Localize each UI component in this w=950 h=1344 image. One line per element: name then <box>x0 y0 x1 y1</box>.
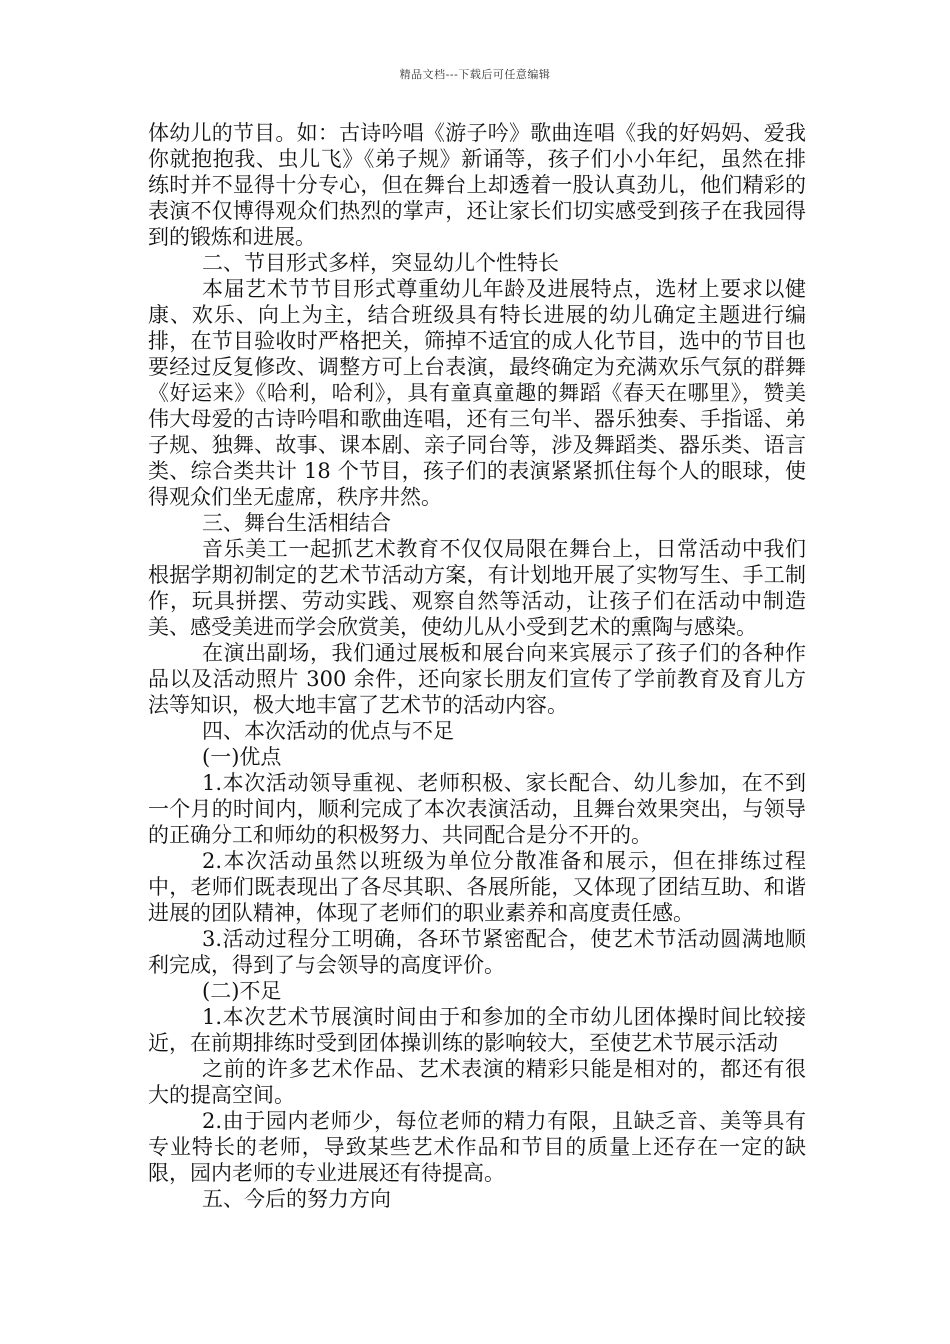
paragraph: 在演出副场，我们通过展板和展台向来宾展示了孩子们的各种作品以及活动照片 300 余件，还向家长朋友们宣传了学前教育及育儿方法等知识，极大地丰富了艺术节的活动内容。 <box>148 641 806 717</box>
paragraph: 之前的许多艺术作品、艺术表演的精彩只能是相对的，都还有很大的提高空间。 <box>148 1057 806 1107</box>
section-heading: 二、节目形式多样，突显幼儿个性特长 <box>202 251 559 275</box>
list-item: 3.活动过程分工明确，各环节紧密配合，使艺术节活动圆满地顺利完成，得到了与会领导的高度评价。 <box>148 927 806 977</box>
section-heading: 四、本次活动的优点与不足 <box>202 719 454 743</box>
subsection-heading: (一)优点 <box>202 745 282 769</box>
list-item: 2.由于园内老师少，每位老师的精力有限，且缺乏音、美等具有专业特长的老师，导致某些艺术作品和节目的质量上还存在一定的缺限，园内老师的专业进展还有待提高。 <box>148 1109 806 1185</box>
document-body <box>148 120 806 1212</box>
list-item: 1.本次艺术节展演时间由于和参加的全市幼儿团体操时间比较接近，在前期排练时受到团体操训练的影响较大，至使艺术节展示活动 <box>148 1005 806 1055</box>
list-item: 2.本次活动虽然以班级为单位分散准备和展示，但在排练过程中，老师们既表现出了各尽其职、各展所能，又体现了团结互助、和谐进展的团队精神，体现了老师们的职业素养和高度责任感。 <box>148 849 806 925</box>
list-item: 1.本次活动领导重视、老师积极、家长配合、幼儿参加，在不到一个月的时间内，顺利完成了本次表演活动，且舞台效果突出，与领导的正确分工和师幼的积极努力、共同配合是分不开的。 <box>148 771 806 847</box>
page-header: 精品文档---下载后可任意编辑 <box>399 68 551 81</box>
paragraph: 体幼儿的节目。如：古诗吟唱《游子吟》歌曲连唱《我的好妈妈、爱我你就抱抱我、虫儿飞》《弟子规》新诵等，孩子们小小年纪，虽然在排练时并不显得十分专心，但在舞台上却透着一股认真劲儿，他们精彩的表演不仅博得观众们热烈的掌声，还让家长们切实感受到孩子在我园得到的锻炼和进展。 <box>148 121 806 249</box>
section-heading: 三、舞台生活相结合 <box>202 511 391 535</box>
subsection-heading: (二)不足 <box>202 979 282 1003</box>
paragraph: 音乐美工一起抓艺术教育不仅仅局限在舞台上，日常活动中我们根据学期初制定的艺术节活动方案，有计划地开展了实物写生、手工制作，玩具拼摆、劳动实践、观察自然等活动，让孩子们在活动中制造美、感受美进而学会欣赏美，使幼儿从小受到艺术的熏陶与感染。 <box>148 537 806 639</box>
section-heading: 五、今后的努力方向 <box>202 1187 391 1211</box>
paragraph: 本届艺术节节目形式尊重幼儿年龄及进展特点，选材上要求以健康、欢乐、向上为主，结合班级具有特长进展的幼儿确定主题进行编排，在节目验收时严格把关，筛掉不适宜的成人化节目，选中的节目也要经过反复修改、调整方可上台表演，最终确定为充满欢乐气氛的群舞《好运来》《哈利，哈利》，具有童真童趣的舞蹈《春天在哪里》，赞美伟大母爱的古诗吟唱和歌曲连唱，还有三句半、器乐独奏、手指谣、弟子规、独舞、故事、课本剧、亲子同台等，涉及舞蹈类、器乐类、语言类、综合类共计 18 个节目，孩子们的表演紧紧抓住每个人的眼球，使得观众们坐无虚席，秩序井然。 <box>148 277 806 509</box>
